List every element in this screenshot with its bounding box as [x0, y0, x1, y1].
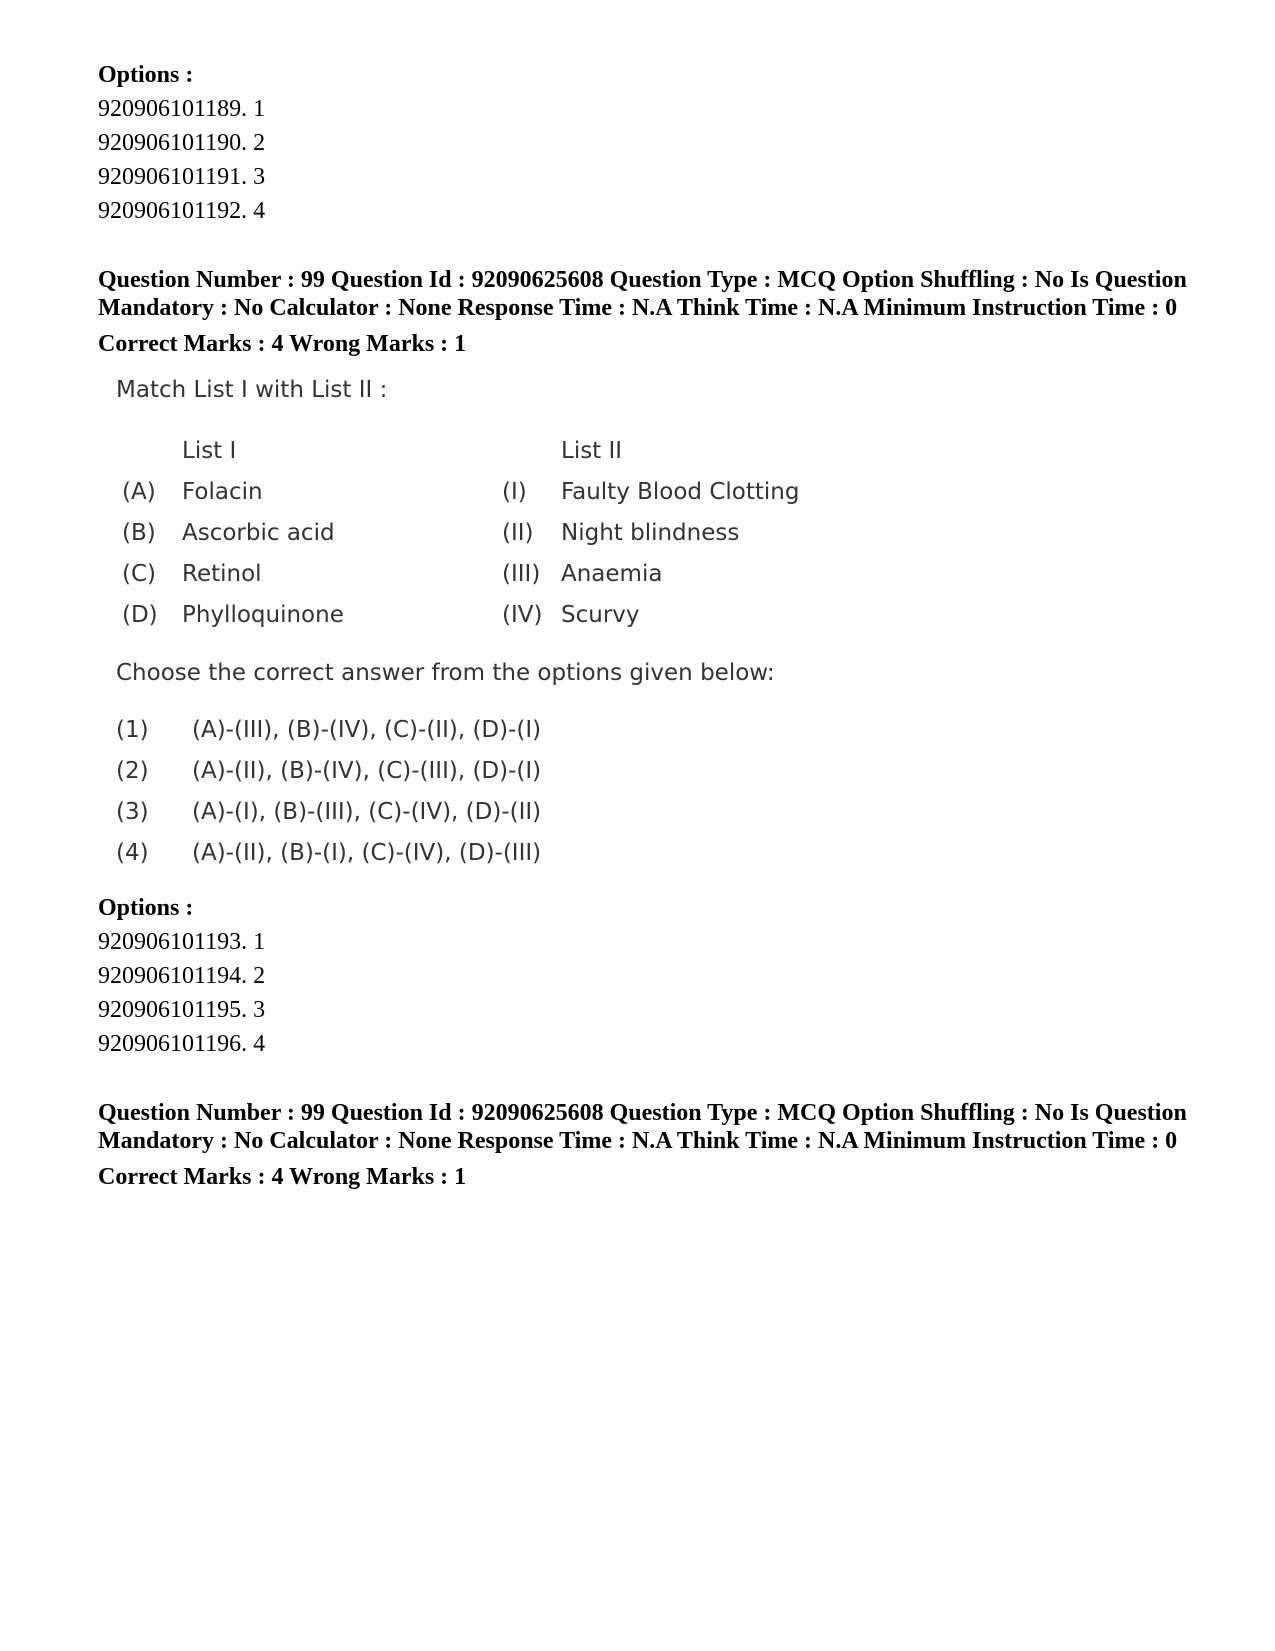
- match-row: [122, 553, 821, 594]
- list2-label: (III): [502, 560, 541, 587]
- options-heading: Options :: [98, 895, 194, 921]
- answer-number: (1): [116, 716, 149, 743]
- question-marks: Correct Marks : 4 Wrong Marks : 1: [98, 331, 467, 357]
- question-prompt: Match List I with List II :: [116, 377, 388, 403]
- list1-item: Ascorbic acid: [182, 519, 335, 546]
- list1-item: Phylloquinone: [182, 601, 344, 628]
- option-line: 920906101196. 4: [98, 1031, 266, 1057]
- list1-label: (C): [122, 560, 157, 587]
- answer-choices: [116, 709, 541, 873]
- match-row: [122, 512, 821, 553]
- answer-number: (3): [116, 798, 149, 825]
- next-question-marks: Correct Marks : 4 Wrong Marks : 1: [98, 1164, 467, 1190]
- list1-label: (B): [122, 519, 156, 546]
- option-line: 920906101192. 4: [98, 198, 266, 224]
- options-heading: Options :: [98, 62, 194, 88]
- answer-number: (2): [116, 757, 149, 784]
- option-line: 920906101191. 3: [98, 164, 266, 190]
- match-table: [122, 430, 821, 635]
- list2-label: (IV): [502, 601, 543, 628]
- list2-label: (II): [502, 519, 534, 546]
- top-options-block: [98, 58, 1188, 228]
- option-line: 920906101194. 2: [98, 963, 266, 989]
- answer-choice: [116, 791, 541, 832]
- option-line: 920906101189. 1: [98, 96, 266, 122]
- option-line: 920906101190. 2: [98, 130, 266, 156]
- list1-label: (A): [122, 478, 156, 505]
- answer-number: (4): [116, 839, 149, 866]
- document-page: [98, 58, 1188, 1195]
- answer-text: (A)-(II), (B)-(I), (C)-(IV), (D)-(III): [192, 839, 542, 866]
- answer-text: (A)-(II), (B)-(IV), (C)-(III), (D)-(I): [192, 757, 542, 784]
- list2-item: Night blindness: [561, 519, 740, 546]
- question-body: [116, 374, 1188, 873]
- list2-heading: List II: [561, 437, 623, 464]
- next-question-header: Question Number : 99 Question Id : 92090625608 Question Type : MCQ Option Shuffling : No Is Question Mandatory : No Calculator : None Response Time : N.A Think Time : N.A Minimum Instruction Time : 0: [98, 1100, 1187, 1154]
- answer-choice: [116, 832, 541, 873]
- list1-item: Retinol: [182, 560, 262, 587]
- list1-label: (D): [122, 601, 158, 628]
- answer-text: (A)-(III), (B)-(IV), (C)-(II), (D)-(I): [192, 716, 542, 743]
- list2-label: (I): [502, 478, 527, 505]
- choose-instruction: Choose the correct answer from the options given below:: [116, 660, 775, 686]
- list1-heading: List I: [182, 437, 237, 464]
- list2-item: Faulty Blood Clotting: [561, 478, 800, 505]
- list1-item: Folacin: [182, 478, 263, 505]
- question-options-block: [98, 891, 1188, 1061]
- list2-item: Anaemia: [561, 560, 663, 587]
- match-row: [122, 471, 821, 512]
- answer-choice: [116, 750, 541, 791]
- list2-item: Scurvy: [561, 601, 640, 628]
- option-line: 920906101193. 1: [98, 929, 266, 955]
- answer-choice: [116, 709, 541, 750]
- question-header: Question Number : 99 Question Id : 92090625608 Question Type : MCQ Option Shuffling : No Is Question Mandatory : No Calculator : None Response Time : N.A Think Time : N.A Minimum Instruction Time : 0: [98, 267, 1187, 321]
- match-table-header: [122, 430, 821, 471]
- option-line: 920906101195. 3: [98, 997, 266, 1023]
- match-row: [122, 594, 821, 635]
- answer-text: (A)-(I), (B)-(III), (C)-(IV), (D)-(II): [192, 798, 542, 825]
